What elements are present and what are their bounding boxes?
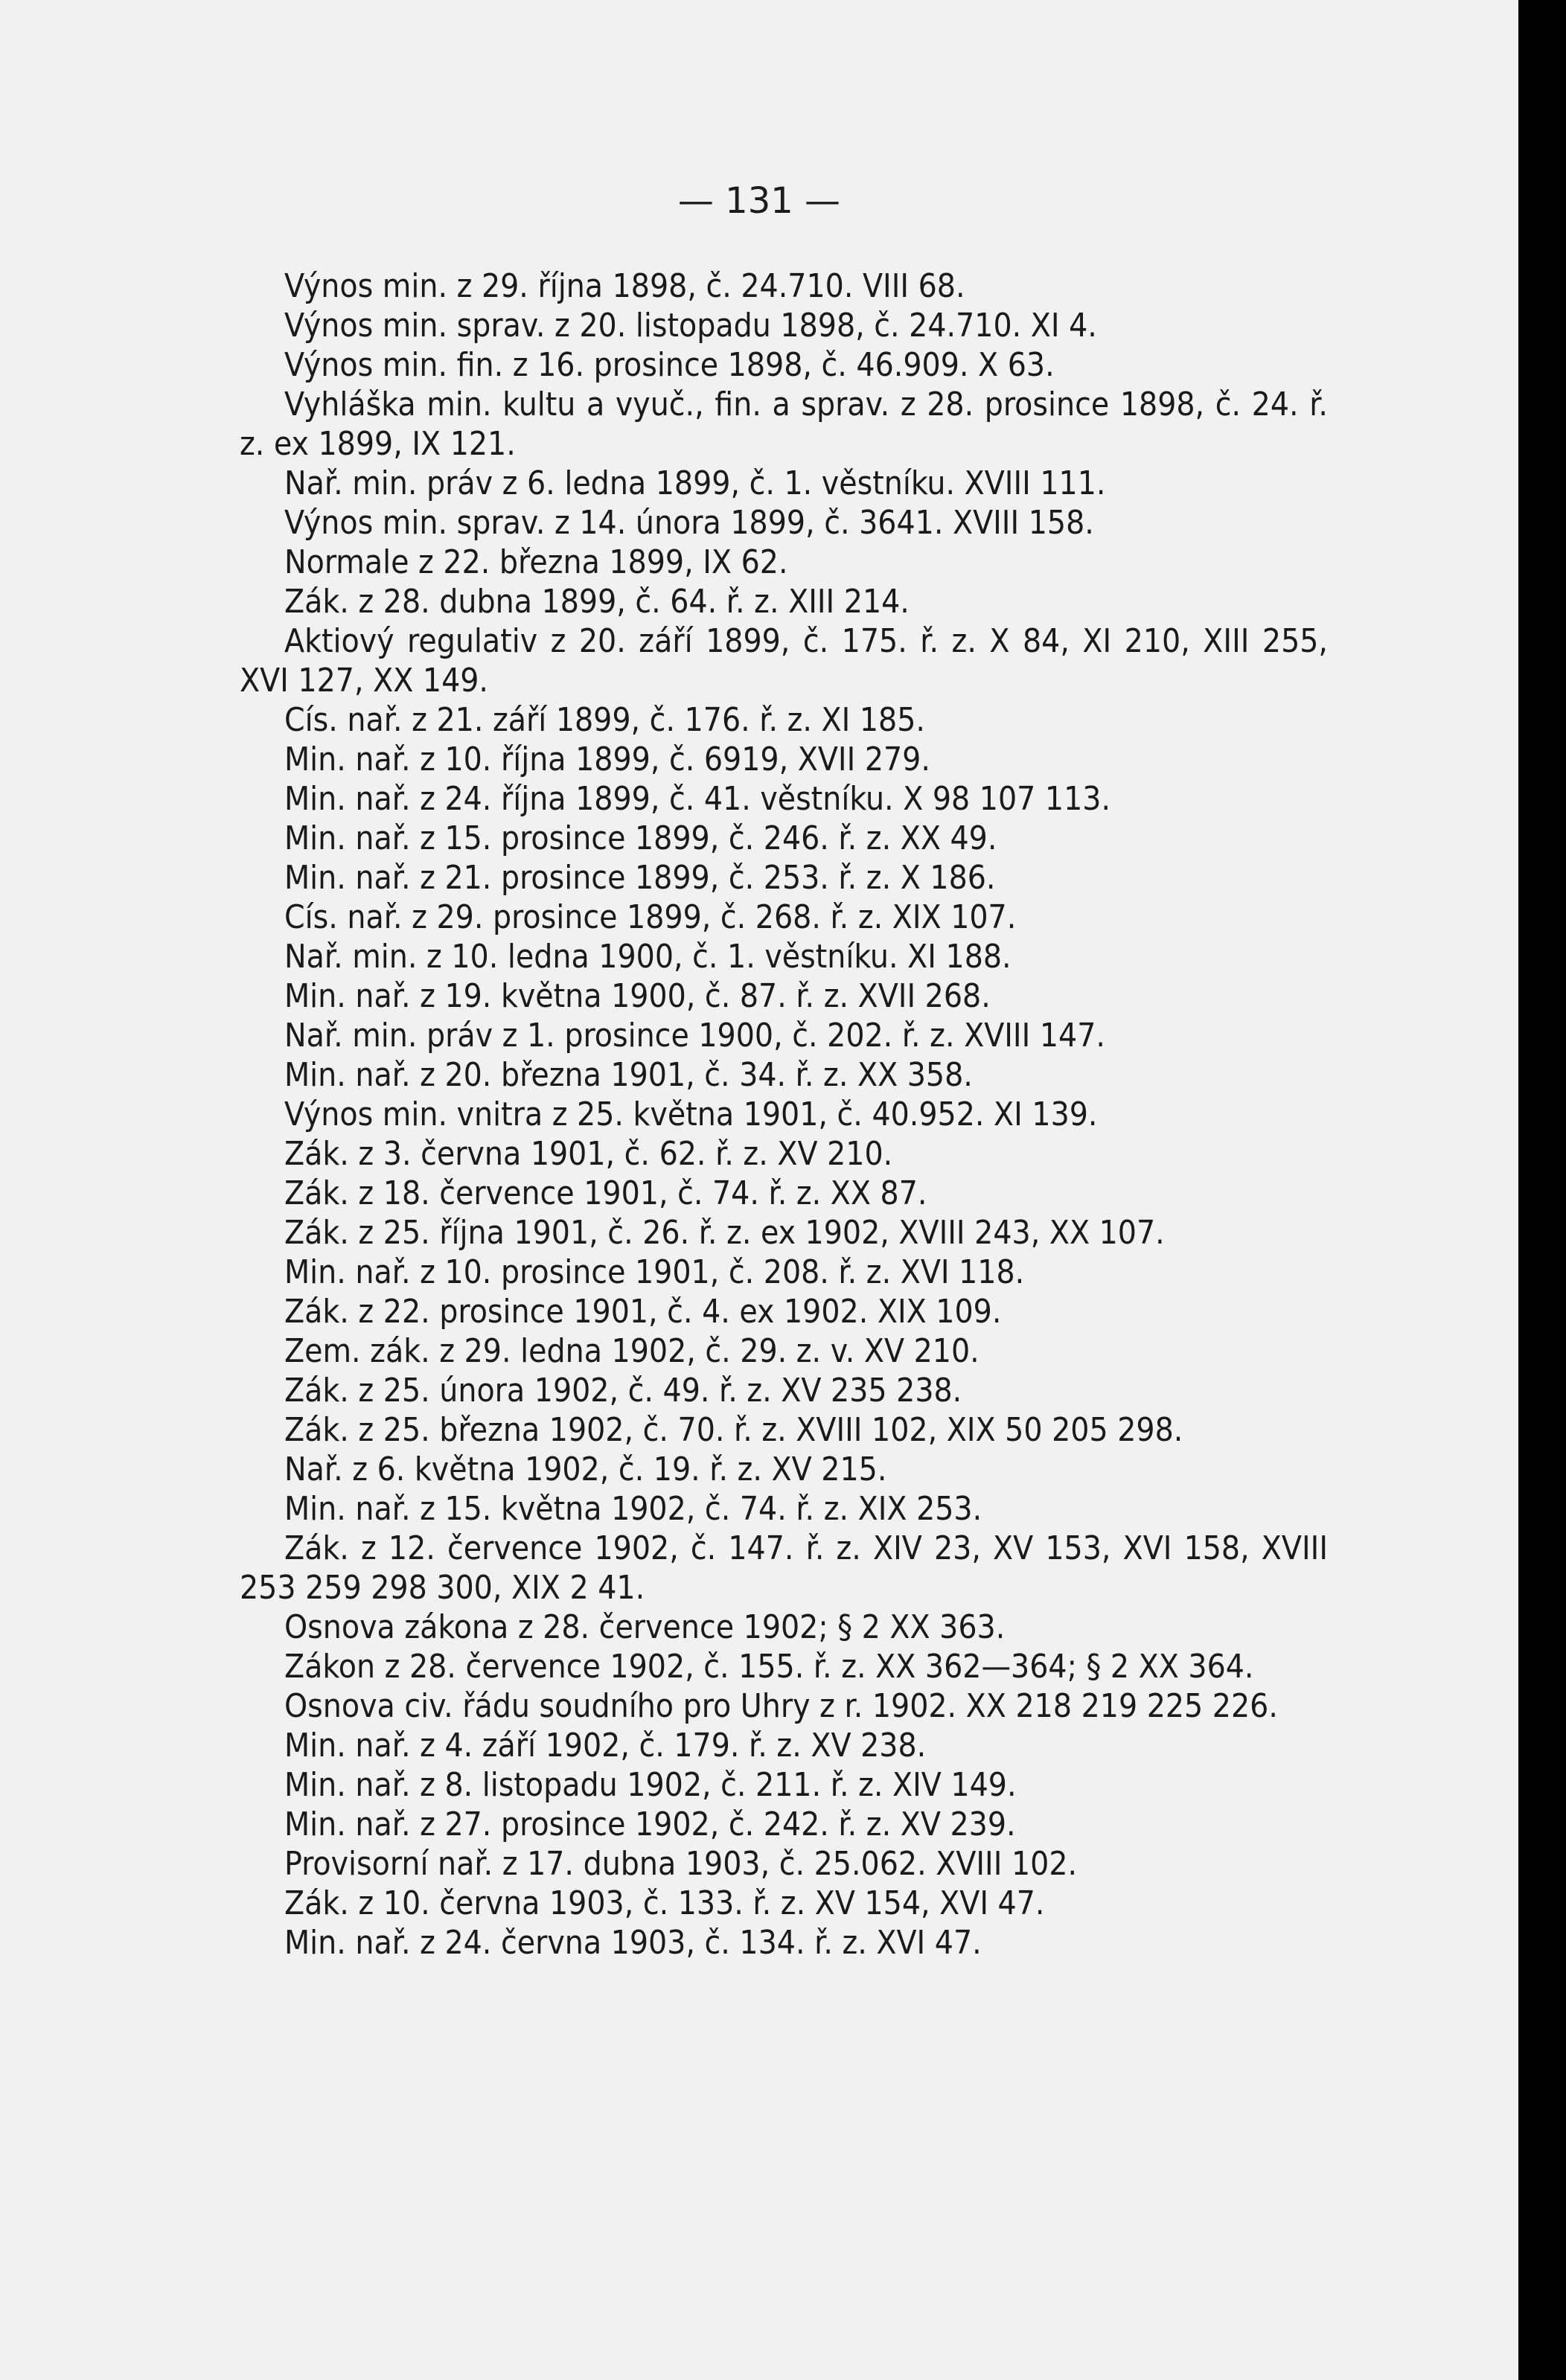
list-item: Nař. z 6. května 1902, č. 19. ř. z. XV 215. [284,1450,887,1488]
list-item: Zák. z 25. února 1902, č. 49. ř. z. XV 235 238. [284,1372,962,1410]
list-item: Zák. z 12. července 1902, č. 147. ř. z. XIV 23, XV 153, XVI 158, XVIII 253 259 298 300, XIX 2 41. [240,1529,1328,1607]
list-item: Zák. z 3. června 1901, č. 62. ř. z. XV 210. [284,1135,893,1173]
list-item: Zák. z 28. dubna 1899, č. 64. ř. z. XIII 214. [284,583,910,621]
list-item: Provisorní nař. z 17. dubna 1903, č. 25.062. XVIII 102. [284,1845,1078,1883]
list-item: Min. nař. z 19. května 1900, č. 87. ř. z. XVII 268. [284,977,991,1015]
list-item: Osnova civ. řádu soudního pro Uhry z r. 1902. XX 218 219 225 226. [284,1687,1278,1725]
list-item: Min. nař. z 15. prosince 1899, č. 246. ř. z. XX 49. [284,819,997,857]
list-item: Cís. nař. z 21. září 1899, č. 176. ř. z. XI 185. [284,701,925,739]
list-item: Nař. min. práv z 6. ledna 1899, č. 1. věstníku. XVIII 111. [284,464,1106,502]
page-number: — 131 — [677,180,841,222]
list-item: Min. nař. z 21. prosince 1899, č. 253. ř. z. X 186. [284,859,996,897]
list-item: Min. nař. z 24. října 1899, č. 41. věstníku. X 98 107 113. [284,780,1111,818]
list-item: Cís. nař. z 29. prosince 1899, č. 268. ř. z. XIX 107. [284,898,1017,936]
list-item: Min. nař. z 20. března 1901, č. 34. ř. z. XX 358. [284,1056,973,1094]
list-item: Zák. z 18. července 1901, č. 74. ř. z. XX 87. [284,1174,927,1212]
list-item: Zem. zák. z 29. ledna 1902, č. 29. z. v. XV 210. [284,1332,979,1370]
list-item: Zák. z 25. října 1901, č. 26. ř. z. ex 1902, XVIII 243, XX 107. [284,1214,1165,1252]
list-item: Min. nař. z 4. září 1902, č. 179. ř. z. XV 238. [284,1727,927,1765]
list-item: Výnos min. z 29. října 1898, č. 24.710. VIII 68. [284,267,965,305]
list-item: Min. nař. z 10. října 1899, č. 6919, XVII 279. [284,740,930,778]
list-item: Nař. min. z 10. ledna 1900, č. 1. věstníku. XI 188. [284,938,1011,976]
list-item: Min. nař. z 27. prosince 1902, č. 242. ř. z. XV 239. [284,1805,1016,1843]
list-item: Min. nař. z 8. listopadu 1902, č. 211. ř. z. XIV 149. [284,1766,1017,1804]
list-item: Zák. z 22. prosince 1901, č. 4. ex 1902. XIX 109. [284,1293,1002,1331]
list-item: Min. nař. z 15. května 1902, č. 74. ř. z. XIX 253. [284,1490,982,1528]
list-item: Vyhláška min. kultu a vyuč., fin. a sprav. z 28. prosince 1898, č. 24. ř. z. ex 1899, IX 121. [240,386,1328,463]
list-item: Výnos min. sprav. z 20. listopadu 1898, č. 24.710. XI 4. [284,307,1097,345]
list-item: Normale z 22. března 1899, IX 62. [284,543,788,581]
list-item: Výnos min. sprav. z 14. února 1899, č. 3641. XVIII 158. [284,504,1094,542]
list-item: Nař. min. práv z 1. prosince 1900, č. 202. ř. z. XVIII 147. [284,1017,1105,1055]
list-item: Zákon z 28. července 1902, č. 155. ř. z. XX 362—364; § 2 XX 364. [284,1648,1254,1686]
list-item: Min. nař. z 10. prosince 1901, č. 208. ř. z. XVI 118. [284,1253,1025,1291]
list-item: Výnos min. vnitra z 25. května 1901, č. 40.952. XI 139. [284,1095,1098,1133]
list-item: Výnos min. fin. z 16. prosince 1898, č. 46.909. X 63. [284,346,1055,384]
legal-index-list [240,266,1328,1962]
list-item: Aktiový regulativ z 20. září 1899, č. 175. ř. z. X 84, XI 210, XIII 255, XVI 127, XX 149. [240,622,1328,700]
list-item: Zák. z 25. března 1902, č. 70. ř. z. XVIII 102, XIX 50 205 298. [284,1411,1183,1449]
list-item: Min. nař. z 24. června 1903, č. 134. ř. z. XVI 47. [284,1924,982,1962]
list-item: Osnova zákona z 28. července 1902; § 2 XX 363. [284,1608,1006,1646]
list-item: Zák. z 10. června 1903, č. 133. ř. z. XV 154, XVI 47. [284,1884,1045,1922]
